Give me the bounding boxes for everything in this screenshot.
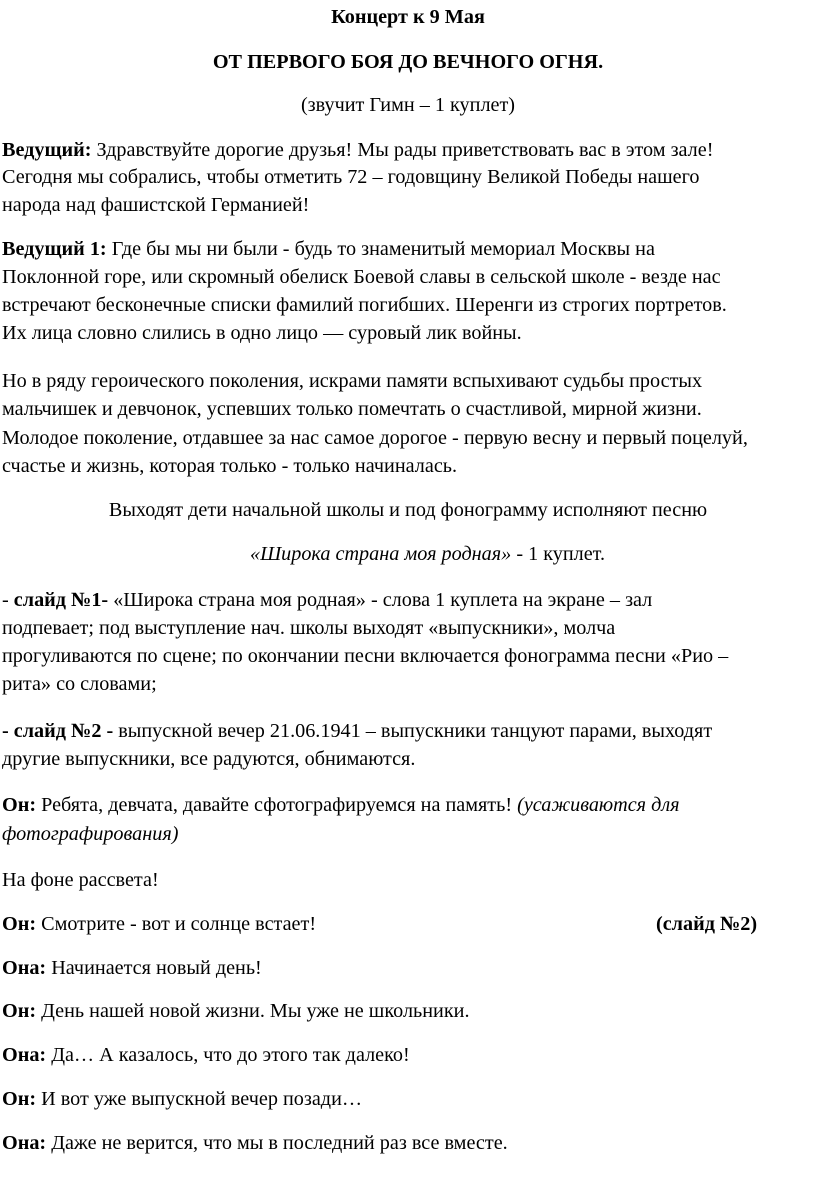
stage-direction: (усаживаются для — [517, 794, 680, 816]
speaker-label: Он: — [2, 1000, 37, 1022]
speaker-label: Он: — [2, 1088, 37, 1110]
paragraph-text: Где бы мы ни были - будь то знаменитый мемориал Москвы на — [106, 238, 655, 260]
paragraph-2-line-1 — [2, 237, 655, 261]
slide-label: слайд №1- — [13, 589, 109, 611]
song-line — [250, 542, 605, 566]
speaker-label: Он: — [2, 913, 37, 935]
slide-text: выпускной вечер 21.06.1941 – выпускники танцуют парами, выходят — [113, 720, 713, 742]
dialogue-ona-3 — [2, 1131, 508, 1155]
dialogue-text: Ребята, девчата, давайте сфотографируемся на память! — [36, 794, 518, 816]
dialogue-text: Даже не верится, что мы в последний раз все вместе. — [46, 1132, 508, 1154]
paragraph-1-line-1 — [2, 138, 713, 162]
speaker-label: Он: — [2, 794, 37, 816]
dialogue-on-1 — [2, 793, 680, 817]
slide-text: «Широка страна моя родная» - слова 1 куплета на экране – зал — [108, 589, 653, 611]
slide-2-line-2: другие выпускники, все радуются, обнимаются. — [2, 748, 416, 770]
document-subtitle: ОТ ПЕРВОГО БОЯ ДО ВЕЧНОГО ОГНЯ. — [212, 51, 604, 73]
slide-2-line-1 — [2, 719, 712, 743]
paragraph-text: Здравствуйте дорогие друзья! Мы рады приветствовать вас в этом зале! — [91, 139, 714, 161]
paragraph-2-line-2: Поклонной горе, или скромный обелиск Боевой славы в сельской школе - везде нас — [2, 266, 721, 288]
dialogue-text: Начинается новый день! — [46, 957, 262, 979]
paragraph-3-line-4: счастье и жизнь, которая только - только начиналась. — [2, 455, 458, 477]
paragraph-2-line-3: встречают бесконечные списки фамилий погибших. Шеренги из строгих портретов. — [2, 294, 727, 316]
anthem-note: (звучит Гимн – 1 куплет) — [300, 94, 516, 116]
slide-label: - слайд №2 - — [2, 720, 114, 742]
dialogue-text: И вот уже выпускной вечер позади… — [36, 1088, 363, 1110]
slide-1-line-3: прогуливаются по сцене; по окончании песни включается фонограмма песни «Рио – — [2, 645, 729, 667]
dialogue-text: День нашей новой жизни. Мы уже не школьники. — [36, 1000, 470, 1022]
document-title: Концерт к 9 Мая — [331, 6, 485, 28]
dialogue-text: Да… А казалось, что до этого так далеко! — [46, 1044, 410, 1066]
sunrise-line: На фоне рассвета! — [2, 869, 159, 891]
dialogue-on-2 — [2, 912, 316, 936]
dialogue-text: Смотрите - вот и солнце встает! — [36, 913, 317, 935]
paragraph-1-line-3: народа над фашистской Германией! — [2, 194, 310, 216]
speaker-label: Ведущий: — [2, 139, 92, 161]
speaker-label: Она: — [2, 1132, 47, 1154]
speaker-label: Она: — [2, 957, 47, 979]
song-suffix: - 1 куплет. — [511, 543, 606, 565]
slide-2-marker: (слайд №2) — [656, 913, 758, 935]
paragraph-3-line-3: Молодое поколение, отдавшее за нас самое дорогое - первую весну и первый поцелуй, — [2, 427, 748, 449]
paragraph-1-line-2: Сегодня мы собрались, чтобы отметить 72 – годовщину Великой Победы нашего — [2, 166, 700, 188]
slide-1-line-2: подпевает; под выступление нач. школы выходят «выпускники», молча — [2, 617, 616, 639]
speaker-label: Она: — [2, 1044, 47, 1066]
paragraph-2-line-4: Их лица словно слились в одно лицо — суровый лик войны. — [2, 322, 522, 344]
dialogue-ona-2 — [2, 1043, 410, 1067]
slide-1-line-1 — [2, 588, 652, 612]
stage-direction-continued: фотографирования) — [2, 823, 179, 845]
slide-prefix: - — [2, 589, 14, 611]
slide-1-line-4: рита» со словами; — [2, 673, 157, 695]
dialogue-on-4 — [2, 1087, 362, 1111]
stage-note: Выходят дети начальной школы и под фонограмму исполняют песню — [108, 499, 708, 521]
dialogue-ona-1 — [2, 956, 262, 980]
paragraph-3-line-2: мальчишек и девчонок, успевших только помечтать о счастливой, мирной жизни. — [2, 398, 702, 420]
dialogue-on-3 — [2, 999, 470, 1023]
speaker-label: Ведущий 1: — [2, 238, 107, 260]
song-title: «Широка страна моя родная» — [250, 543, 512, 565]
paragraph-3-line-1: Но в ряду героического поколения, искрами памяти вспыхивают судьбы простых — [2, 370, 703, 392]
